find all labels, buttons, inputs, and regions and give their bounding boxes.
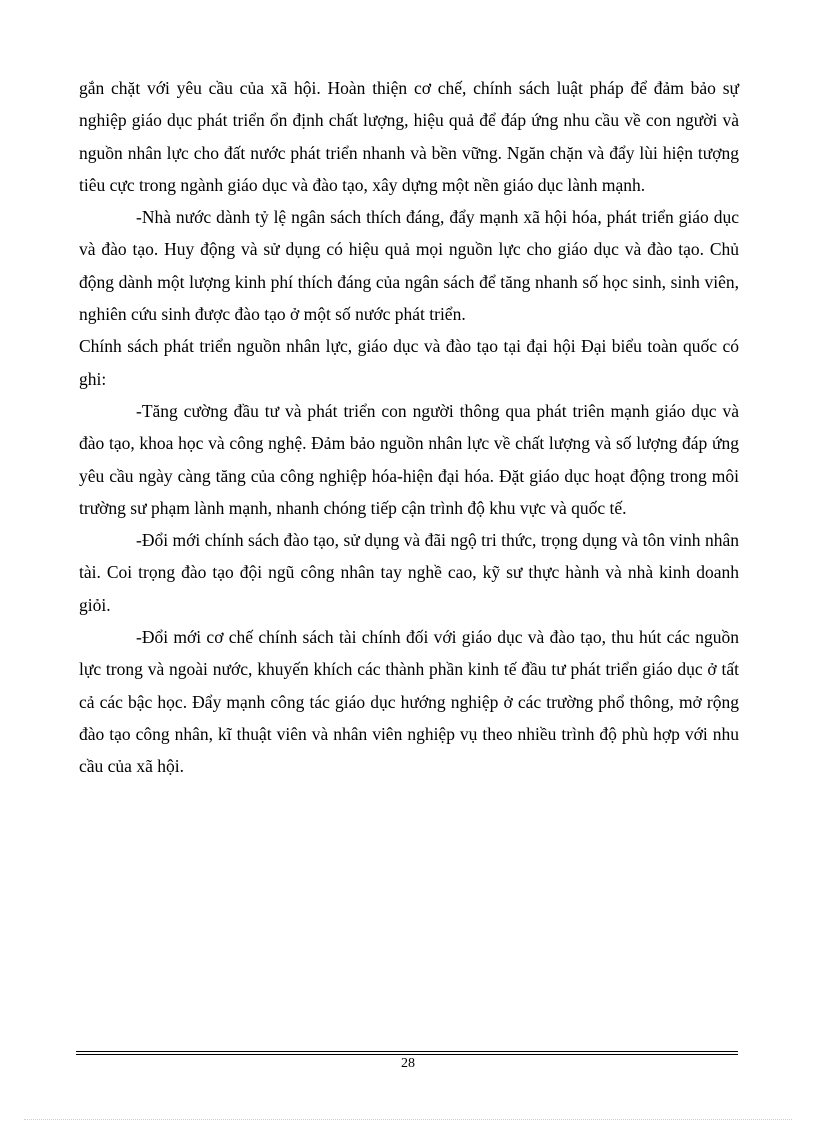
paragraph-2: -Nhà nước dành tỷ lệ ngân sách thích đáng, đẩy mạnh xã hội hóa, phát triển giáo dục và đào tạo. Huy động và sử dụng có hiệu quả mọi nguồn lực cho giáo dục và đào tạo. Chủ động dành một lượng kinh phí thích đáng của ngân sách để tăng nhanh số học sinh, sinh viên, nghiên cứu sinh được đào tạo ở một số nước phát triển. [79,207,739,325]
paragraph-4: -Tăng cường đầu tư và phát triển con người thông qua phát triên mạnh giáo dục và đào tạo, khoa học và công nghệ. Đảm bảo nguồn nhân lực về chất lượng và số lượng đáp ứng yêu cầu ngày càng tăng của công nghiệp hóa-hiện đại hóa. Đặt giáo dục hoạt động trong môi trường sư phạm lành mạnh, nhanh chóng tiếp cận trình độ khu vực và quốc tế. [79,400,739,518]
paragraph-6: -Đổi mới cơ chế chính sách tài chính đối với giáo dục và đào tạo, thu hút các nguồn lực trong và ngoài nước, khuyến khích các thành phần kinh tế đầu tư phát triển giáo dục ở tất cả các bậc học. Đẩy mạnh công tác giáo dục hướng nghiệp ở các trường phổ thông, mở rộng đào tạo công nhân, kĩ thuật viên và nhân viên nghiệp vụ theo nhiều trình độ phù hợp với nhu cầu của xã hội. [79,627,739,777]
paragraph-1: gắn chặt với yêu cầu của xã hội. Hoàn thiện cơ chế, chính sách luật pháp để đảm bảo sự nghiệp giáo dục phát triển ổn định chất lượng, hiệu quả để đáp ứng nhu cầu về con người và nguồn nhân lực cho đất nước phát triển nhanh và bền vững. Ngăn chặn và đẩy lùi hiện tượng tiêu cực trong ngành giáo dục và đào tạo, xây dựng một nền giáo dục lành mạnh. [79,78,739,195]
paragraph-5: -Đổi mới chính sách đào tạo, sử dụng và đãi ngộ tri thức, trọng dụng và tôn vinh nhân tài. Coi trọng đào tạo đội ngũ công nhân tay nghề cao, kỹ sư thực hành và nhà kinh doanh giỏi. [79,530,739,615]
body-text [79,72,739,783]
footer-rule-top [76,1051,738,1052]
page-edge-divider [24,1119,792,1120]
paragraph-3: Chính sách phát triển nguồn nhân lực, giáo dục và đào tạo tại đại hội Đại biểu toàn quốc có ghi: [79,336,739,389]
page-number: 28 [401,1056,415,1071]
